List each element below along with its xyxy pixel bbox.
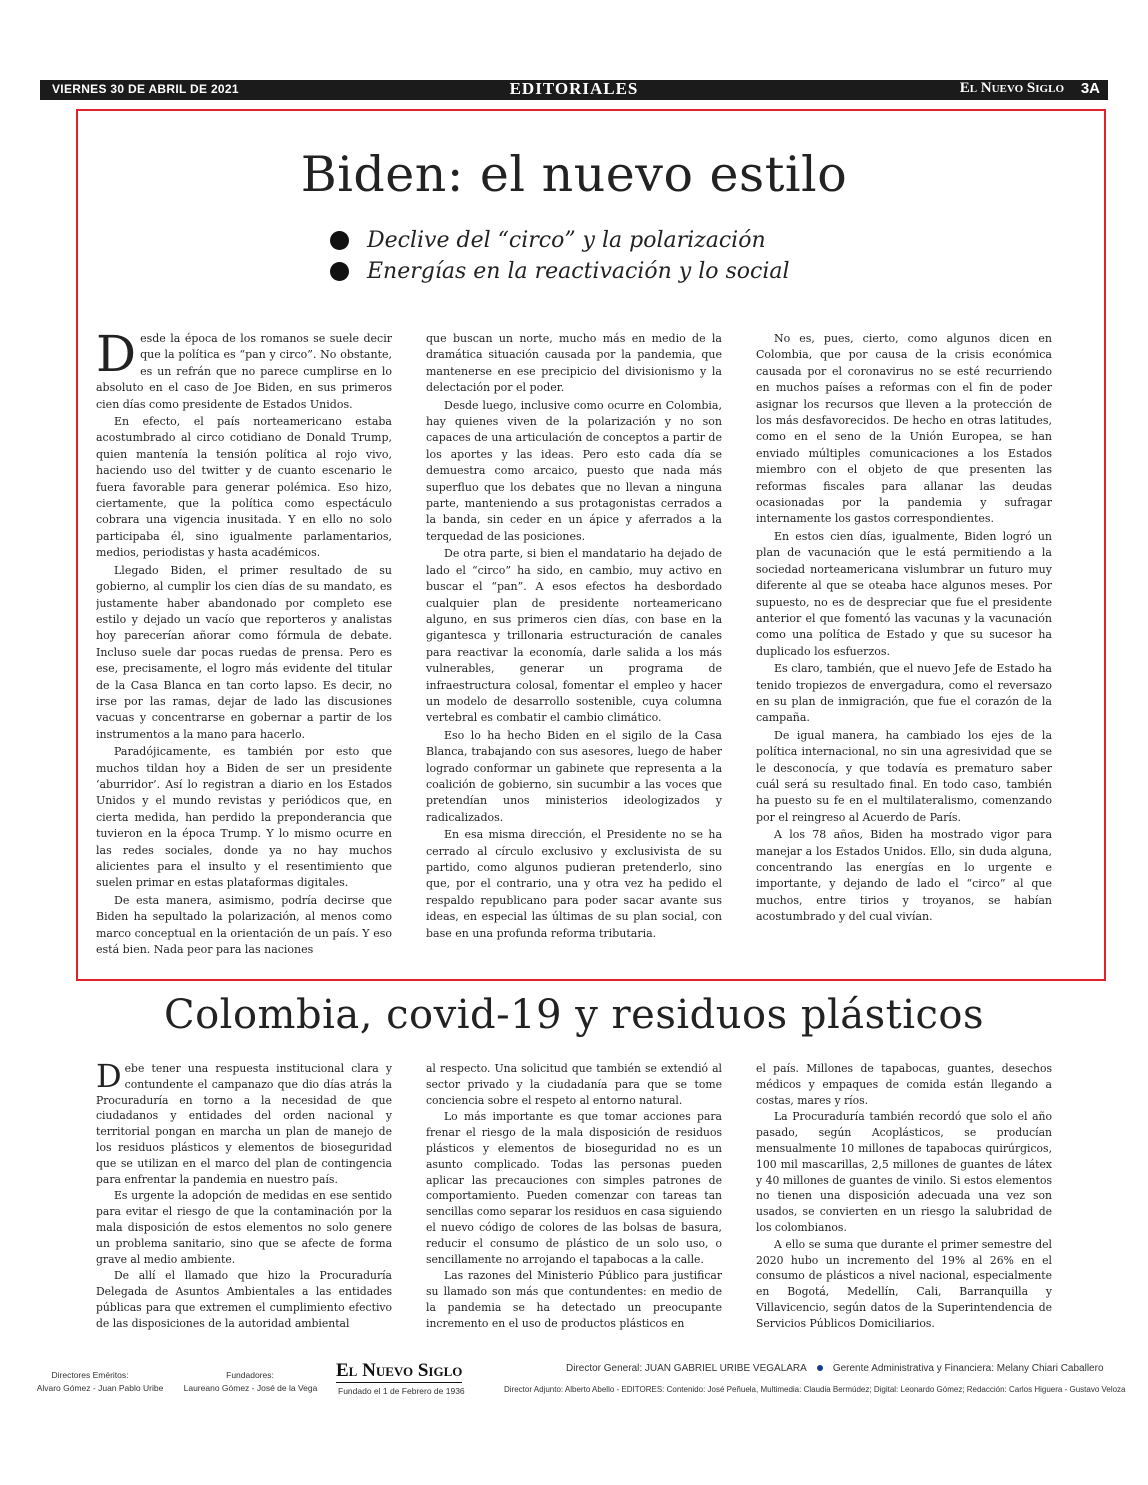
gerente: Gerente Administrativa y Financiera: Melany Chiari Caballero: [832, 1363, 1104, 1374]
paragraph: [96, 1061, 392, 1187]
drop-cap: D: [96, 1061, 122, 1095]
bullet-icon: [330, 231, 349, 250]
paragraph: En estos cien días, igualmente, Biden logró un plan de vacunación que le está permitiendo a la sociedad norteamericana vislumbrar un futuro muy diferente al que se oteaba hace algunos meses. Por supuesto, no es de despreciar que fue el presidente anterior el que fomentó las vacunas y la vacunación como una política de Estado y que su sucesor ha duplicado los esfuerzos.: [756, 529, 1052, 658]
summary-text: Energías en la reactivación y lo social: [367, 259, 790, 284]
paper-logo: El Nuevo Siglo: [336, 1360, 463, 1381]
paragraph: Es claro, también, que el nuevo Jefe de Estado ha tenido tropiezos de envergadura, como el reversazo en su plan de inmigración, que fue el corazón de la campaña.: [756, 662, 1052, 725]
section-title: EDITORIALES: [509, 79, 639, 98]
editorial-1-title: Biden: el nuevo estilo: [300, 146, 848, 203]
separator-dot-icon: [817, 1365, 823, 1371]
founders-label: Fundadores:: [226, 1370, 274, 1380]
paragraph: Paradójicamente, es también por esto que muchos tildan hoy a Biden de ser un presidente ‘aburridor’. Así lo registran a diario en los Estados Unidos y el mundo revistas y periódicos que, en cierta medida, han perdido la preponderancia que tuvieron en la época Trump. Y lo mismo ocurre en las redes sociales, donde ya no hay muchos alicientes para el insulto y el resentimiento que suelen primar en estas plataformas digitales.: [96, 745, 392, 890]
masthead-footer: [0, 1352, 1148, 1412]
column-1: [96, 331, 392, 963]
founders-names: Laureano Gómez - José de la Vega: [183, 1383, 318, 1393]
paragraph-text: ebe tener una respuesta institucional clara y contundente el campanazo que dio días atrás la Procuraduría en torno a la necesidad de que ciudadanos y entidades del orden nacional y territorial pongan en marcha un plan de manejo de los residuos plásticos y elementos de bioseguridad que se utilizan en el marco del plan de contingencia para enfrentar la pandemia en nuestro país.: [96, 1062, 392, 1186]
paragraph: al respecto. Una solicitud que también se extendió al sector privado y la ciudadanía para que se tome conciencia sobre el respeto al entorno natural.: [426, 1062, 722, 1107]
paragraph: En esa misma dirección, el Presidente no se ha cerrado al círculo exclusivo y exclusivista de su partido, como algunos pudieran pretenderlo, sino que, por el contrario, una y otra vez ha pedido el respaldo republicano para poder sacar avante sus ideas, en especial las últimas de su plan social, con base en una profunda reforma tributaria.: [426, 828, 722, 940]
director-general-line: [566, 1363, 1104, 1374]
paragraph: De igual manera, ha cambiado los ejes de la política internacional, no sin una agresividad que se le desconocía, y que todavía es prematuro saber cuál será su resultado final. En todo caso, también ha puesto su fe en el multilateralismo, comenzando por el reingreso al Acuerdo de París.: [756, 728, 1052, 824]
summary-item: [330, 225, 790, 256]
paragraph: A los 78 años, Biden ha mostrado vigor para manejar a los Estados Unidos. Ello, sin duda alguna, concentrando las energías en lo urgente e importante, y dejando de lado el “circo” al que muchos, entre tirios y troyanos, se habían acostumbrado y del cual vivían.: [756, 828, 1052, 924]
paragraph: De esta manera, asimismo, podría decirse que Biden ha sepultado la polarización, al menos como marco conceptual en la orientación de un país. Y eso está bien. Nada peor para las naciones: [96, 893, 392, 957]
staff-line: Director Adjunto: Alberto Abello - EDITORES: Contenido: José Peñuela, Multimedia: Claudia Bermúdez; Digital: Leonardo Gómez; Redacción: Carlos Higuera - Gustavo Veloza: [504, 1385, 1126, 1394]
paragraph: Lo más importante es que tomar acciones para frenar el riesgo de la mala disposición de residuos plásticos y elementos de bioseguridad no es un asunto complicado. Todas las personas pueden aplicar las precauciones con simples patrones de comportamiento. Pueden comenzar con tareas tan sencillas como separar los residuos en casa siguiendo el nuevo código de colores de las bolsas de basura, reducir el consumo de plástico de un solo uso, o sencillamente no arrojando el tapabocas a la calle.: [426, 1110, 722, 1266]
paragraph: En efecto, el país norteamericano estaba acostumbrado al circo cotidiano de Donald Trump, quien mantenía la tensión política al rojo vivo, haciendo uso del twitter y de cuanto escenario le fuera favorable para generar polémica. Eso hizo, ciertamente, que la política como espectáculo cobrara una vigencia inusitada. Y en ello no solo participaba él, sino igualmente parlamentarios, medios, periodistas y hasta académicos.: [96, 415, 392, 560]
page-number: 3A: [1080, 80, 1100, 97]
paragraph: Desde luego, inclusive como ocurre en Colombia, hay quienes viven de la polarización y no son capaces de una articulación de conceptos a partir de los aportes y las ideas. Pero esto cada día se demuestra como arcaico, puesto que nada más superfluo que los debates que no llevan a ninguna parte, manteniendo a sus protagonistas cerrados a la banda, sin ceder en un ápice y aferrados a la terquedad de las posiciones.: [426, 398, 722, 543]
paragraph: [96, 331, 392, 413]
paragraph: De allí el llamado que hizo la Procuraduría Delegada de Asuntos Ambientales a las entidades públicas para que extremen el cumplimiento efectivo de las disposiciones de la autoridad ambiental: [96, 1269, 392, 1330]
column-1: [96, 1061, 392, 1341]
paragraph: Las razones del Ministerio Público para justificar su llamado son más que contundentes: en medio de la pandemia se ha detectado un preocupante incremento en el uso de productos plásticos en: [426, 1269, 722, 1330]
summary-item: [330, 256, 790, 287]
editorial-1-summary: [330, 225, 790, 287]
editorial-2-body: [96, 1061, 1052, 1341]
paragraph-text: esde la época de los romanos se suele decir que la política es “pan y circo”. No obstante, es un refrán que no parece cumplirse en lo absoluto en el caso de Joe Biden, en sus primeros cien días como presidente de Estados Unidos.: [96, 332, 392, 411]
paragraph: Eso lo ha hecho Biden en el sigilo de la Casa Blanca, trabajando con sus asesores, luego de haber logrado conformar un gabinete que representa a la coalición de gobierno, sin sucumbir a las voces que pretendían unos ministerios ideologizados y radicalizados.: [426, 728, 722, 824]
section-header-bar: [40, 80, 1108, 100]
paragraph: No es, pues, cierto, como algunos dicen en Colombia, que por causa de la crisis económica causada por el coronavirus no se esté recurriendo en muchos países a reformas con el fin de poder asignar los recursos que lleven a la protección de los más desfavorecidos. De hecho en otras latitudes, como en el seno de la Unión Europea, se han enviado múltiples comunicaciones a los Estados miembro con el objeto de que presenten las reformas fiscales para allanar las deudas ocasionadas por la pandemia y sufragar internamente los gastos correspondientes.: [756, 332, 1052, 526]
paragraph: Llegado Biden, el primer resultado de su gobierno, al cumplir los cien días de su mandato, es justamente haber abandonado por completo ese estilo y dejado un vacío que reporteros y analistas hoy parecerían añorar como fórmula de debate. Incluso suele dar pocas ruedas de prensa. Pero es ese, precisamente, el logro más evidente del titular de la Casa Blanca en tan corto lapso. Es decir, no irse por las ramas, dejar de lado las discusiones vacuas y concentrarse en gobernar a partir de los instrumentos a la mano para hacerlo.: [96, 563, 392, 741]
director-general: Director General: JUAN GABRIEL URIBE VEGALARA: [566, 1363, 807, 1374]
column-2: [426, 331, 722, 963]
paragraph: De otra parte, si bien el mandatario ha dejado de lado el “circo” ha sido, en cambio, muy activo en buscar el “pan”. A esos efectos ha desbordado cualquier plan de presidente norteamericano alguno, en sus primeros cien días, con base en la gigantesca y trillonaria estructuración de canales para reactivar la economía, darle salida a los más vulnerables, generar un programa de infraestructura colosal, fomentar el empleo y hacer un modelo de desarrollo sostenible, cuya columna vertebral es combatir el cambio climático.: [426, 547, 722, 725]
summary-text: Declive del “circo” y la polarización: [367, 228, 766, 253]
emeritus-names: Alvaro Gómez - Juan Pablo Uribe: [36, 1383, 164, 1393]
paragraph: que buscan un norte, mucho más en medio de la dramática situación causada por la pandemia, que mantenerse en ese precipicio del divisionismo y la delectación por el poder.: [426, 332, 722, 395]
paragraph: el país. Millones de tapabocas, guantes, desechos médicos y empaques de comida están llegando a costas, mares y ríos.: [756, 1062, 1052, 1107]
founded-date: Fundado el 1 de Febrero de 1936: [338, 1386, 465, 1396]
column-3: [756, 1061, 1052, 1341]
paper-name: El Nuevo Siglo: [959, 80, 1064, 96]
column-3: [756, 331, 1052, 963]
paragraph: A ello se suma que durante el primer semestre del 2020 hubo un incremento del 19% al 26% en el consumo de plásticos a nivel nacional, especialmente en Bogotá, Medellín, Cali, Barranquilla y Villavicencio, según datos de la Superintendencia de Servicios Públicos Domiciliarios.: [756, 1237, 1052, 1330]
emeritus-label: Directores Eméritos:: [51, 1370, 129, 1380]
bullet-icon: [330, 262, 349, 281]
issue-date: VIERNES 30 DE ABRIL DE 2021: [52, 82, 239, 96]
paragraph: La Procuraduría también recordó que solo el año pasado, según Acoplásticos, se producían mensualmente 10 millones de tapabocas quirúrgicos, 100 mil mascarillas, 2,5 millones de guantes de látex y 40 millones de guantes de vinilo. Si estos elementos no tienen una disposición adecuada una vez son usados, se convierten en un riesgo la salubridad de los colombianos.: [756, 1110, 1052, 1234]
column-2: [426, 1061, 722, 1341]
editorial-1-body: [96, 331, 1052, 963]
paragraph: Es urgente la adopción de medidas en ese sentido para evitar el riesgo de que la contaminación por la mala disposición de estos elementos no solo genere un problema sanitario, sino que se afecte de forma grave al medio ambiente.: [96, 1189, 392, 1266]
editorial-2-title: Colombia, covid-19 y residuos plásticos: [163, 992, 985, 1038]
drop-cap: D: [96, 331, 137, 383]
